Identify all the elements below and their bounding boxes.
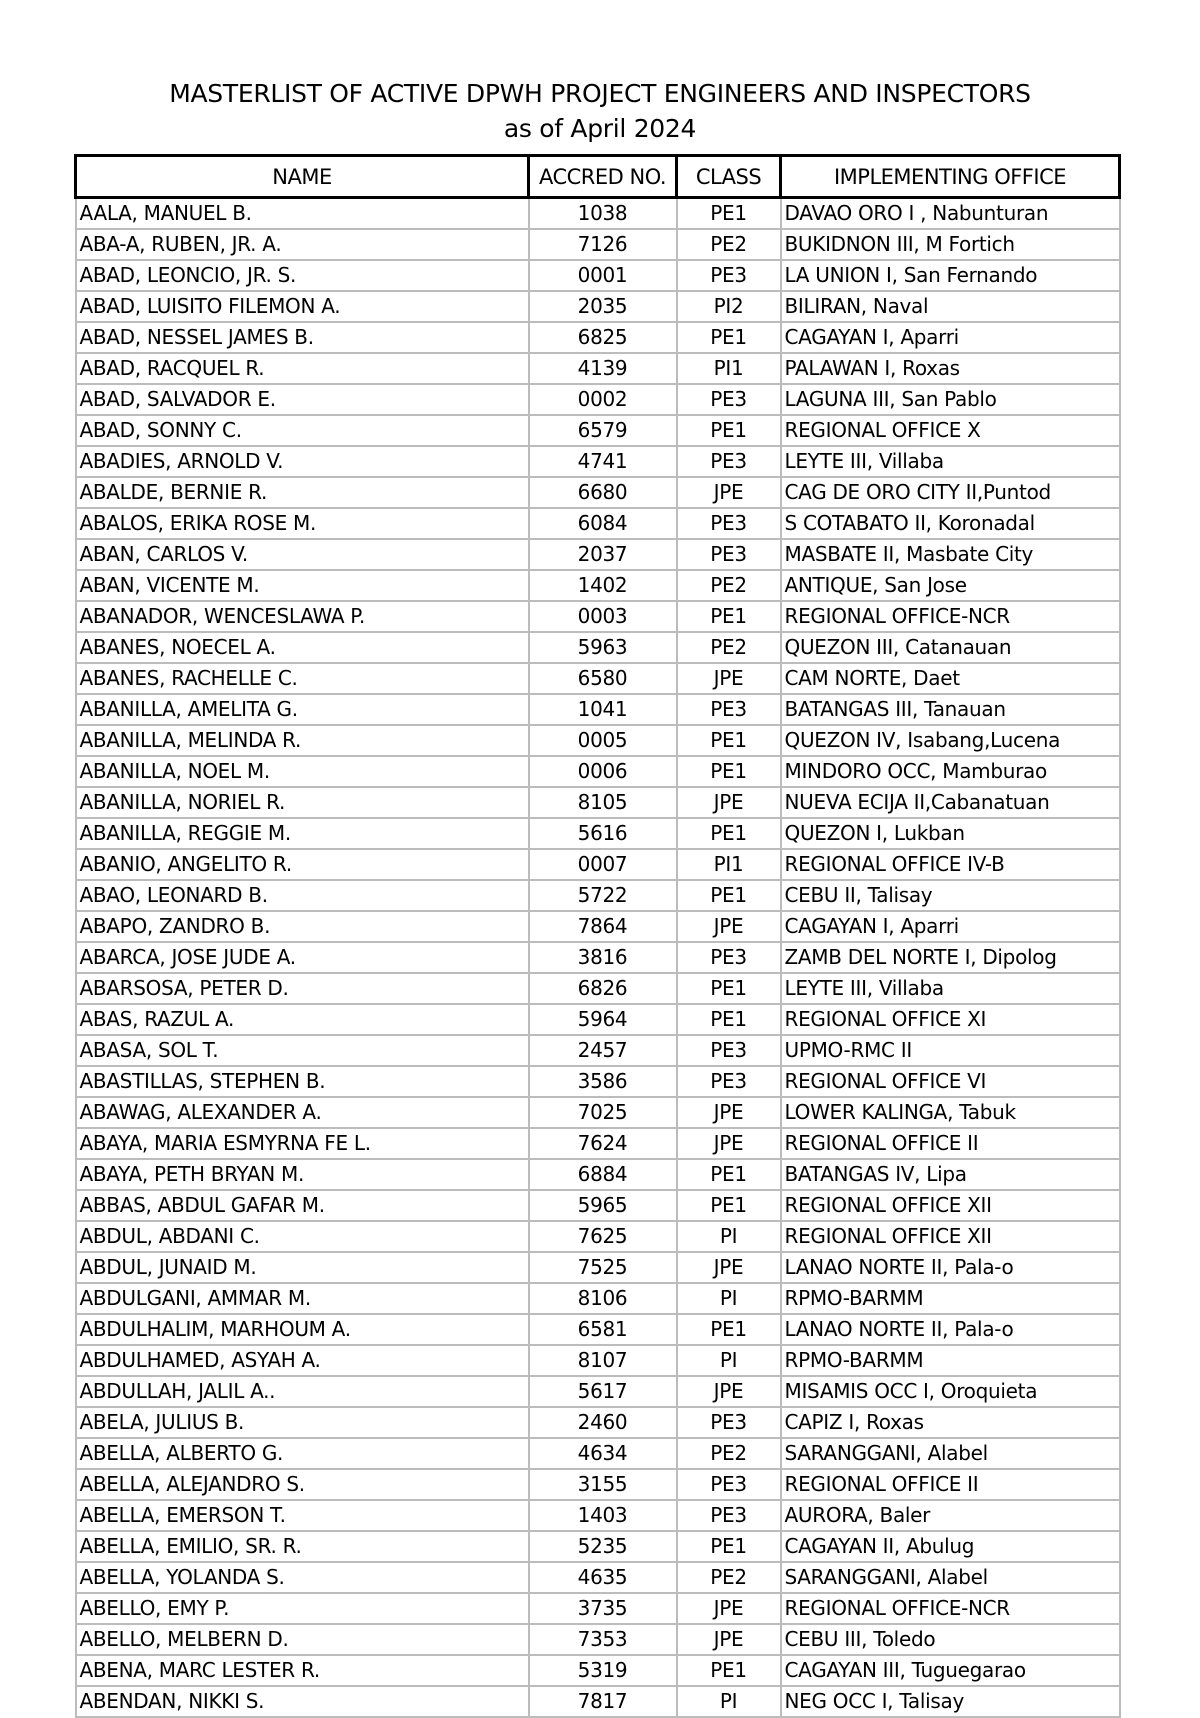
name-cell: ABANILLA, MELINDA R. — [76, 725, 529, 756]
table-row — [76, 1283, 1120, 1314]
implementing-office-cell: LEYTE III, Villaba — [781, 446, 1120, 477]
accred-no-cell: 5319 — [529, 1655, 677, 1686]
table-row — [76, 1531, 1120, 1562]
table-row — [76, 1593, 1120, 1624]
accred-no-cell: 3155 — [529, 1469, 677, 1500]
class-cell: PE1 — [677, 1531, 781, 1562]
table-row — [76, 1190, 1120, 1221]
accred-no-cell: 4741 — [529, 446, 677, 477]
table-row — [76, 756, 1120, 787]
class-cell: JPE — [677, 787, 781, 818]
table-row — [76, 1345, 1120, 1376]
accred-no-cell: 0001 — [529, 260, 677, 291]
document-title: MASTERLIST OF ACTIVE DPWH PROJECT ENGINEERS AND INSPECTORS — [169, 79, 1031, 108]
accred-no-cell: 3586 — [529, 1066, 677, 1097]
masterlist-table — [74, 154, 1121, 1718]
name-cell: ABDULLAH, JALIL A.. — [76, 1376, 529, 1407]
accred-no-cell: 5965 — [529, 1190, 677, 1221]
table-row — [76, 229, 1120, 260]
implementing-office-cell: LAGUNA III, San Pablo — [781, 384, 1120, 415]
name-cell: ABELLA, ALBERTO G. — [76, 1438, 529, 1469]
class-cell: PE3 — [677, 942, 781, 973]
class-cell: PE3 — [677, 508, 781, 539]
implementing-office-cell: MISAMIS OCC I, Oroquieta — [781, 1376, 1120, 1407]
accred-no-cell: 4139 — [529, 353, 677, 384]
accred-no-cell: 5235 — [529, 1531, 677, 1562]
accred-no-cell: 3816 — [529, 942, 677, 973]
class-cell: PE1 — [677, 1004, 781, 1035]
class-cell: PE1 — [677, 1190, 781, 1221]
class-cell: JPE — [677, 1097, 781, 1128]
class-cell: PE1 — [677, 756, 781, 787]
implementing-office-cell: RPMO-BARMM — [781, 1345, 1120, 1376]
table-row — [76, 1004, 1120, 1035]
name-cell: ABANILLA, NOEL M. — [76, 756, 529, 787]
name-cell: ABELLA, EMERSON T. — [76, 1500, 529, 1531]
implementing-office-cell: BILIRAN, Naval — [781, 291, 1120, 322]
implementing-office-cell: UPMO-RMC II — [781, 1035, 1120, 1066]
implementing-office-cell: CAM NORTE, Daet — [781, 663, 1120, 694]
name-cell: ABAO, LEONARD B. — [76, 880, 529, 911]
class-cell: PE1 — [677, 601, 781, 632]
header-row — [76, 156, 1120, 198]
implementing-office-cell: NUEVA ECIJA II,Cabanatuan — [781, 787, 1120, 818]
accred-no-cell: 5964 — [529, 1004, 677, 1035]
table-row — [76, 880, 1120, 911]
name-cell: ABELA, JULIUS B. — [76, 1407, 529, 1438]
table-row — [76, 1252, 1120, 1283]
accred-no-cell: 7353 — [529, 1624, 677, 1655]
implementing-office-cell: SARANGGANI, Alabel — [781, 1438, 1120, 1469]
implementing-office-cell: NEG OCC I, Talisay — [781, 1686, 1120, 1717]
class-cell: PE3 — [677, 1500, 781, 1531]
table-row — [76, 508, 1120, 539]
implementing-office-cell: REGIONAL OFFICE-NCR — [781, 1593, 1120, 1624]
name-cell: ABADIES, ARNOLD V. — [76, 446, 529, 477]
table-row — [76, 1066, 1120, 1097]
implementing-office-cell: QUEZON III, Catanauan — [781, 632, 1120, 663]
name-cell: ABAD, LEONCIO, JR. S. — [76, 260, 529, 291]
class-cell: JPE — [677, 1252, 781, 1283]
accred-no-cell: 2457 — [529, 1035, 677, 1066]
name-cell: ABBAS, ABDUL GAFAR M. — [76, 1190, 529, 1221]
class-cell: PI1 — [677, 849, 781, 880]
name-cell: ABENDAN, NIKKI S. — [76, 1686, 529, 1717]
implementing-office-cell: BATANGAS IV, Lipa — [781, 1159, 1120, 1190]
accred-no-cell: 5963 — [529, 632, 677, 663]
accred-no-cell: 4635 — [529, 1562, 677, 1593]
name-cell: ABALOS, ERIKA ROSE M. — [76, 508, 529, 539]
name-cell: ABAN, CARLOS V. — [76, 539, 529, 570]
class-cell: PE3 — [677, 1066, 781, 1097]
accred-no-cell: 7625 — [529, 1221, 677, 1252]
accred-no-cell: 2035 — [529, 291, 677, 322]
implementing-office-cell: QUEZON IV, Isabang,Lucena — [781, 725, 1120, 756]
name-cell: ABAD, SONNY C. — [76, 415, 529, 446]
implementing-office-cell: RPMO-BARMM — [781, 1283, 1120, 1314]
name-cell: ABAWAG, ALEXANDER A. — [76, 1097, 529, 1128]
name-cell: ABA-A, RUBEN, JR. A. — [76, 229, 529, 260]
accred-no-cell: 1038 — [529, 198, 677, 230]
name-cell: ABANADOR, WENCESLAWA P. — [76, 601, 529, 632]
accred-no-cell: 2037 — [529, 539, 677, 570]
implementing-office-cell: ANTIQUE, San Jose — [781, 570, 1120, 601]
table-row — [76, 725, 1120, 756]
implementing-office-cell: CAGAYAN III, Tuguegarao — [781, 1655, 1120, 1686]
table-row — [76, 1407, 1120, 1438]
implementing-office-cell: LEYTE III, Villaba — [781, 973, 1120, 1004]
class-cell: JPE — [677, 663, 781, 694]
table-row — [76, 446, 1120, 477]
accred-no-cell: 1041 — [529, 694, 677, 725]
table-row — [76, 1469, 1120, 1500]
implementing-office-cell: CEBU III, Toledo — [781, 1624, 1120, 1655]
table-row — [76, 570, 1120, 601]
table-row — [76, 663, 1120, 694]
name-cell: ABAD, RACQUEL R. — [76, 353, 529, 384]
name-cell: ABASA, SOL T. — [76, 1035, 529, 1066]
table-row — [76, 632, 1120, 663]
table-row — [76, 1562, 1120, 1593]
class-cell: PE1 — [677, 818, 781, 849]
class-cell: JPE — [677, 1376, 781, 1407]
accred-no-cell: 6826 — [529, 973, 677, 1004]
accred-no-cell: 6884 — [529, 1159, 677, 1190]
name-cell: ABANILLA, REGGIE M. — [76, 818, 529, 849]
accred-no-cell: 0007 — [529, 849, 677, 880]
name-cell: ABANES, NOECEL A. — [76, 632, 529, 663]
name-cell: ABASTILLAS, STEPHEN B. — [76, 1066, 529, 1097]
implementing-office-cell: LANAO NORTE II, Pala-o — [781, 1314, 1120, 1345]
name-cell: ABAD, LUISITO FILEMON A. — [76, 291, 529, 322]
class-cell: PE1 — [677, 1314, 781, 1345]
name-cell: ABDULHALIM, MARHOUM A. — [76, 1314, 529, 1345]
name-cell: ABANES, RACHELLE C. — [76, 663, 529, 694]
class-cell: PE1 — [677, 415, 781, 446]
table-row — [76, 787, 1120, 818]
table-header — [76, 156, 1120, 198]
class-cell: PE2 — [677, 570, 781, 601]
table-row — [76, 415, 1120, 446]
name-cell: AALA, MANUEL B. — [76, 198, 529, 230]
implementing-office-cell: CAGAYAN I, Aparri — [781, 322, 1120, 353]
accred-no-cell: 5616 — [529, 818, 677, 849]
column-header-implementing-office: IMPLEMENTING OFFICE — [781, 156, 1120, 198]
class-cell: PE1 — [677, 973, 781, 1004]
accred-no-cell: 4634 — [529, 1438, 677, 1469]
table-row — [76, 1159, 1120, 1190]
name-cell: ABAYA, PETH BRYAN M. — [76, 1159, 529, 1190]
name-cell: ABAD, NESSEL JAMES B. — [76, 322, 529, 353]
table-row — [76, 1500, 1120, 1531]
name-cell: ABELLA, ALEJANDRO S. — [76, 1469, 529, 1500]
name-cell: ABENA, MARC LESTER R. — [76, 1655, 529, 1686]
column-header-name: NAME — [76, 156, 529, 198]
class-cell: JPE — [677, 1128, 781, 1159]
implementing-office-cell: ZAMB DEL NORTE I, Dipolog — [781, 942, 1120, 973]
class-cell: JPE — [677, 1593, 781, 1624]
name-cell: ABELLA, YOLANDA S. — [76, 1562, 529, 1593]
accred-no-cell: 8107 — [529, 1345, 677, 1376]
class-cell: JPE — [677, 477, 781, 508]
name-cell: ABARCA, JOSE JUDE A. — [76, 942, 529, 973]
name-cell: ABDULGANI, AMMAR M. — [76, 1283, 529, 1314]
accred-no-cell: 7864 — [529, 911, 677, 942]
accred-no-cell: 5617 — [529, 1376, 677, 1407]
class-cell: PE3 — [677, 260, 781, 291]
implementing-office-cell: LANAO NORTE II, Pala-o — [781, 1252, 1120, 1283]
implementing-office-cell: BATANGAS III, Tanauan — [781, 694, 1120, 725]
implementing-office-cell: REGIONAL OFFICE IV-B — [781, 849, 1120, 880]
implementing-office-cell: PALAWAN I, Roxas — [781, 353, 1120, 384]
table-row — [76, 1438, 1120, 1469]
accred-no-cell: 6825 — [529, 322, 677, 353]
implementing-office-cell: CEBU II, Talisay — [781, 880, 1120, 911]
name-cell: ABELLO, MELBERN D. — [76, 1624, 529, 1655]
implementing-office-cell: CAGAYAN I, Aparri — [781, 911, 1120, 942]
name-cell: ABANILLA, AMELITA G. — [76, 694, 529, 725]
name-cell: ABDUL, ABDANI C. — [76, 1221, 529, 1252]
implementing-office-cell: BUKIDNON III, M Fortich — [781, 229, 1120, 260]
implementing-office-cell: REGIONAL OFFICE-NCR — [781, 601, 1120, 632]
implementing-office-cell: CAPIZ I, Roxas — [781, 1407, 1120, 1438]
class-cell: PE2 — [677, 229, 781, 260]
table-row — [76, 818, 1120, 849]
name-cell: ABAD, SALVADOR E. — [76, 384, 529, 415]
accred-no-cell: 7126 — [529, 229, 677, 260]
name-cell: ABALDE, BERNIE R. — [76, 477, 529, 508]
class-cell: PI1 — [677, 353, 781, 384]
table-row — [76, 1097, 1120, 1128]
table-body — [76, 198, 1120, 1718]
class-cell: PE2 — [677, 632, 781, 663]
table-row — [76, 601, 1120, 632]
table-row — [76, 942, 1120, 973]
class-cell: PE1 — [677, 725, 781, 756]
name-cell: ABARSOSA, PETER D. — [76, 973, 529, 1004]
accred-no-cell: 8105 — [529, 787, 677, 818]
name-cell: ABAYA, MARIA ESMYRNA FE L. — [76, 1128, 529, 1159]
implementing-office-cell: S COTABATO II, Koronadal — [781, 508, 1120, 539]
implementing-office-cell: SARANGGANI, Alabel — [781, 1562, 1120, 1593]
class-cell: JPE — [677, 1624, 781, 1655]
accred-no-cell: 0006 — [529, 756, 677, 787]
class-cell: PE3 — [677, 1035, 781, 1066]
class-cell: PE3 — [677, 384, 781, 415]
accred-no-cell: 3735 — [529, 1593, 677, 1624]
accred-no-cell: 1403 — [529, 1500, 677, 1531]
class-cell: PE2 — [677, 1438, 781, 1469]
accred-no-cell: 6084 — [529, 508, 677, 539]
table-row — [76, 1035, 1120, 1066]
class-cell: PI — [677, 1686, 781, 1717]
class-cell: JPE — [677, 911, 781, 942]
name-cell: ABAPO, ZANDRO B. — [76, 911, 529, 942]
class-cell: PI2 — [677, 291, 781, 322]
implementing-office-cell: LOWER KALINGA, Tabuk — [781, 1097, 1120, 1128]
implementing-office-cell: REGIONAL OFFICE VI — [781, 1066, 1120, 1097]
class-cell: PE3 — [677, 1469, 781, 1500]
table-row — [76, 1314, 1120, 1345]
implementing-office-cell: MASBATE II, Masbate City — [781, 539, 1120, 570]
implementing-office-cell: REGIONAL OFFICE XII — [781, 1221, 1120, 1252]
implementing-office-cell: REGIONAL OFFICE II — [781, 1128, 1120, 1159]
implementing-office-cell: REGIONAL OFFICE II — [781, 1469, 1120, 1500]
column-header-accred-no: ACCRED NO. — [529, 156, 677, 198]
table-row — [76, 198, 1120, 230]
document-header — [0, 76, 1200, 146]
class-cell: PE1 — [677, 1655, 781, 1686]
table-row — [76, 1624, 1120, 1655]
class-cell: PE2 — [677, 1562, 781, 1593]
accred-no-cell: 6680 — [529, 477, 677, 508]
accred-no-cell: 7817 — [529, 1686, 677, 1717]
class-cell: PE3 — [677, 1407, 781, 1438]
accred-no-cell: 0003 — [529, 601, 677, 632]
table-row — [76, 353, 1120, 384]
accred-no-cell: 6579 — [529, 415, 677, 446]
class-cell: PI — [677, 1283, 781, 1314]
table-row — [76, 1221, 1120, 1252]
name-cell: ABELLA, EMILIO, SR. R. — [76, 1531, 529, 1562]
table-row — [76, 694, 1120, 725]
class-cell: PE3 — [677, 539, 781, 570]
accred-no-cell: 7025 — [529, 1097, 677, 1128]
accred-no-cell: 6580 — [529, 663, 677, 694]
table-row — [76, 477, 1120, 508]
name-cell: ABAN, VICENTE M. — [76, 570, 529, 601]
implementing-office-cell: CAGAYAN II, Abulug — [781, 1531, 1120, 1562]
table-row — [76, 291, 1120, 322]
implementing-office-cell: MINDORO OCC, Mamburao — [781, 756, 1120, 787]
table-row — [76, 849, 1120, 880]
implementing-office-cell: REGIONAL OFFICE XI — [781, 1004, 1120, 1035]
class-cell: PI — [677, 1221, 781, 1252]
class-cell: PE1 — [677, 1159, 781, 1190]
accred-no-cell: 7525 — [529, 1252, 677, 1283]
name-cell: ABDUL, JUNAID M. — [76, 1252, 529, 1283]
implementing-office-cell: REGIONAL OFFICE X — [781, 415, 1120, 446]
name-cell: ABELLO, EMY P. — [76, 1593, 529, 1624]
implementing-office-cell: QUEZON I, Lukban — [781, 818, 1120, 849]
column-header-class: CLASS — [677, 156, 781, 198]
class-cell: PE3 — [677, 446, 781, 477]
accred-no-cell: 8106 — [529, 1283, 677, 1314]
implementing-office-cell: REGIONAL OFFICE XII — [781, 1190, 1120, 1221]
implementing-office-cell: DAVAO ORO I , Nabunturan — [781, 198, 1120, 230]
table-row — [76, 911, 1120, 942]
table-row — [76, 260, 1120, 291]
implementing-office-cell: CAG DE ORO CITY II,Puntod — [781, 477, 1120, 508]
class-cell: PE1 — [677, 198, 781, 230]
table-row — [76, 1376, 1120, 1407]
implementing-office-cell: AURORA, Baler — [781, 1500, 1120, 1531]
name-cell: ABAS, RAZUL A. — [76, 1004, 529, 1035]
implementing-office-cell: LA UNION I, San Fernando — [781, 260, 1120, 291]
accred-no-cell: 1402 — [529, 570, 677, 601]
accred-no-cell: 5722 — [529, 880, 677, 911]
accred-no-cell: 6581 — [529, 1314, 677, 1345]
table-row — [76, 1655, 1120, 1686]
class-cell: PE1 — [677, 322, 781, 353]
class-cell: PE3 — [677, 694, 781, 725]
table-row — [76, 1128, 1120, 1159]
accred-no-cell: 2460 — [529, 1407, 677, 1438]
accred-no-cell: 0002 — [529, 384, 677, 415]
accred-no-cell: 0005 — [529, 725, 677, 756]
accred-no-cell: 7624 — [529, 1128, 677, 1159]
name-cell: ABANIO, ANGELITO R. — [76, 849, 529, 880]
table-row — [76, 322, 1120, 353]
table-row — [76, 384, 1120, 415]
table-row — [76, 1686, 1120, 1717]
table-row — [76, 539, 1120, 570]
table-row — [76, 973, 1120, 1004]
document-subtitle: as of April 2024 — [503, 114, 697, 143]
name-cell: ABANILLA, NORIEL R. — [76, 787, 529, 818]
name-cell: ABDULHAMED, ASYAH A. — [76, 1345, 529, 1376]
class-cell: PI — [677, 1345, 781, 1376]
class-cell: PE1 — [677, 880, 781, 911]
